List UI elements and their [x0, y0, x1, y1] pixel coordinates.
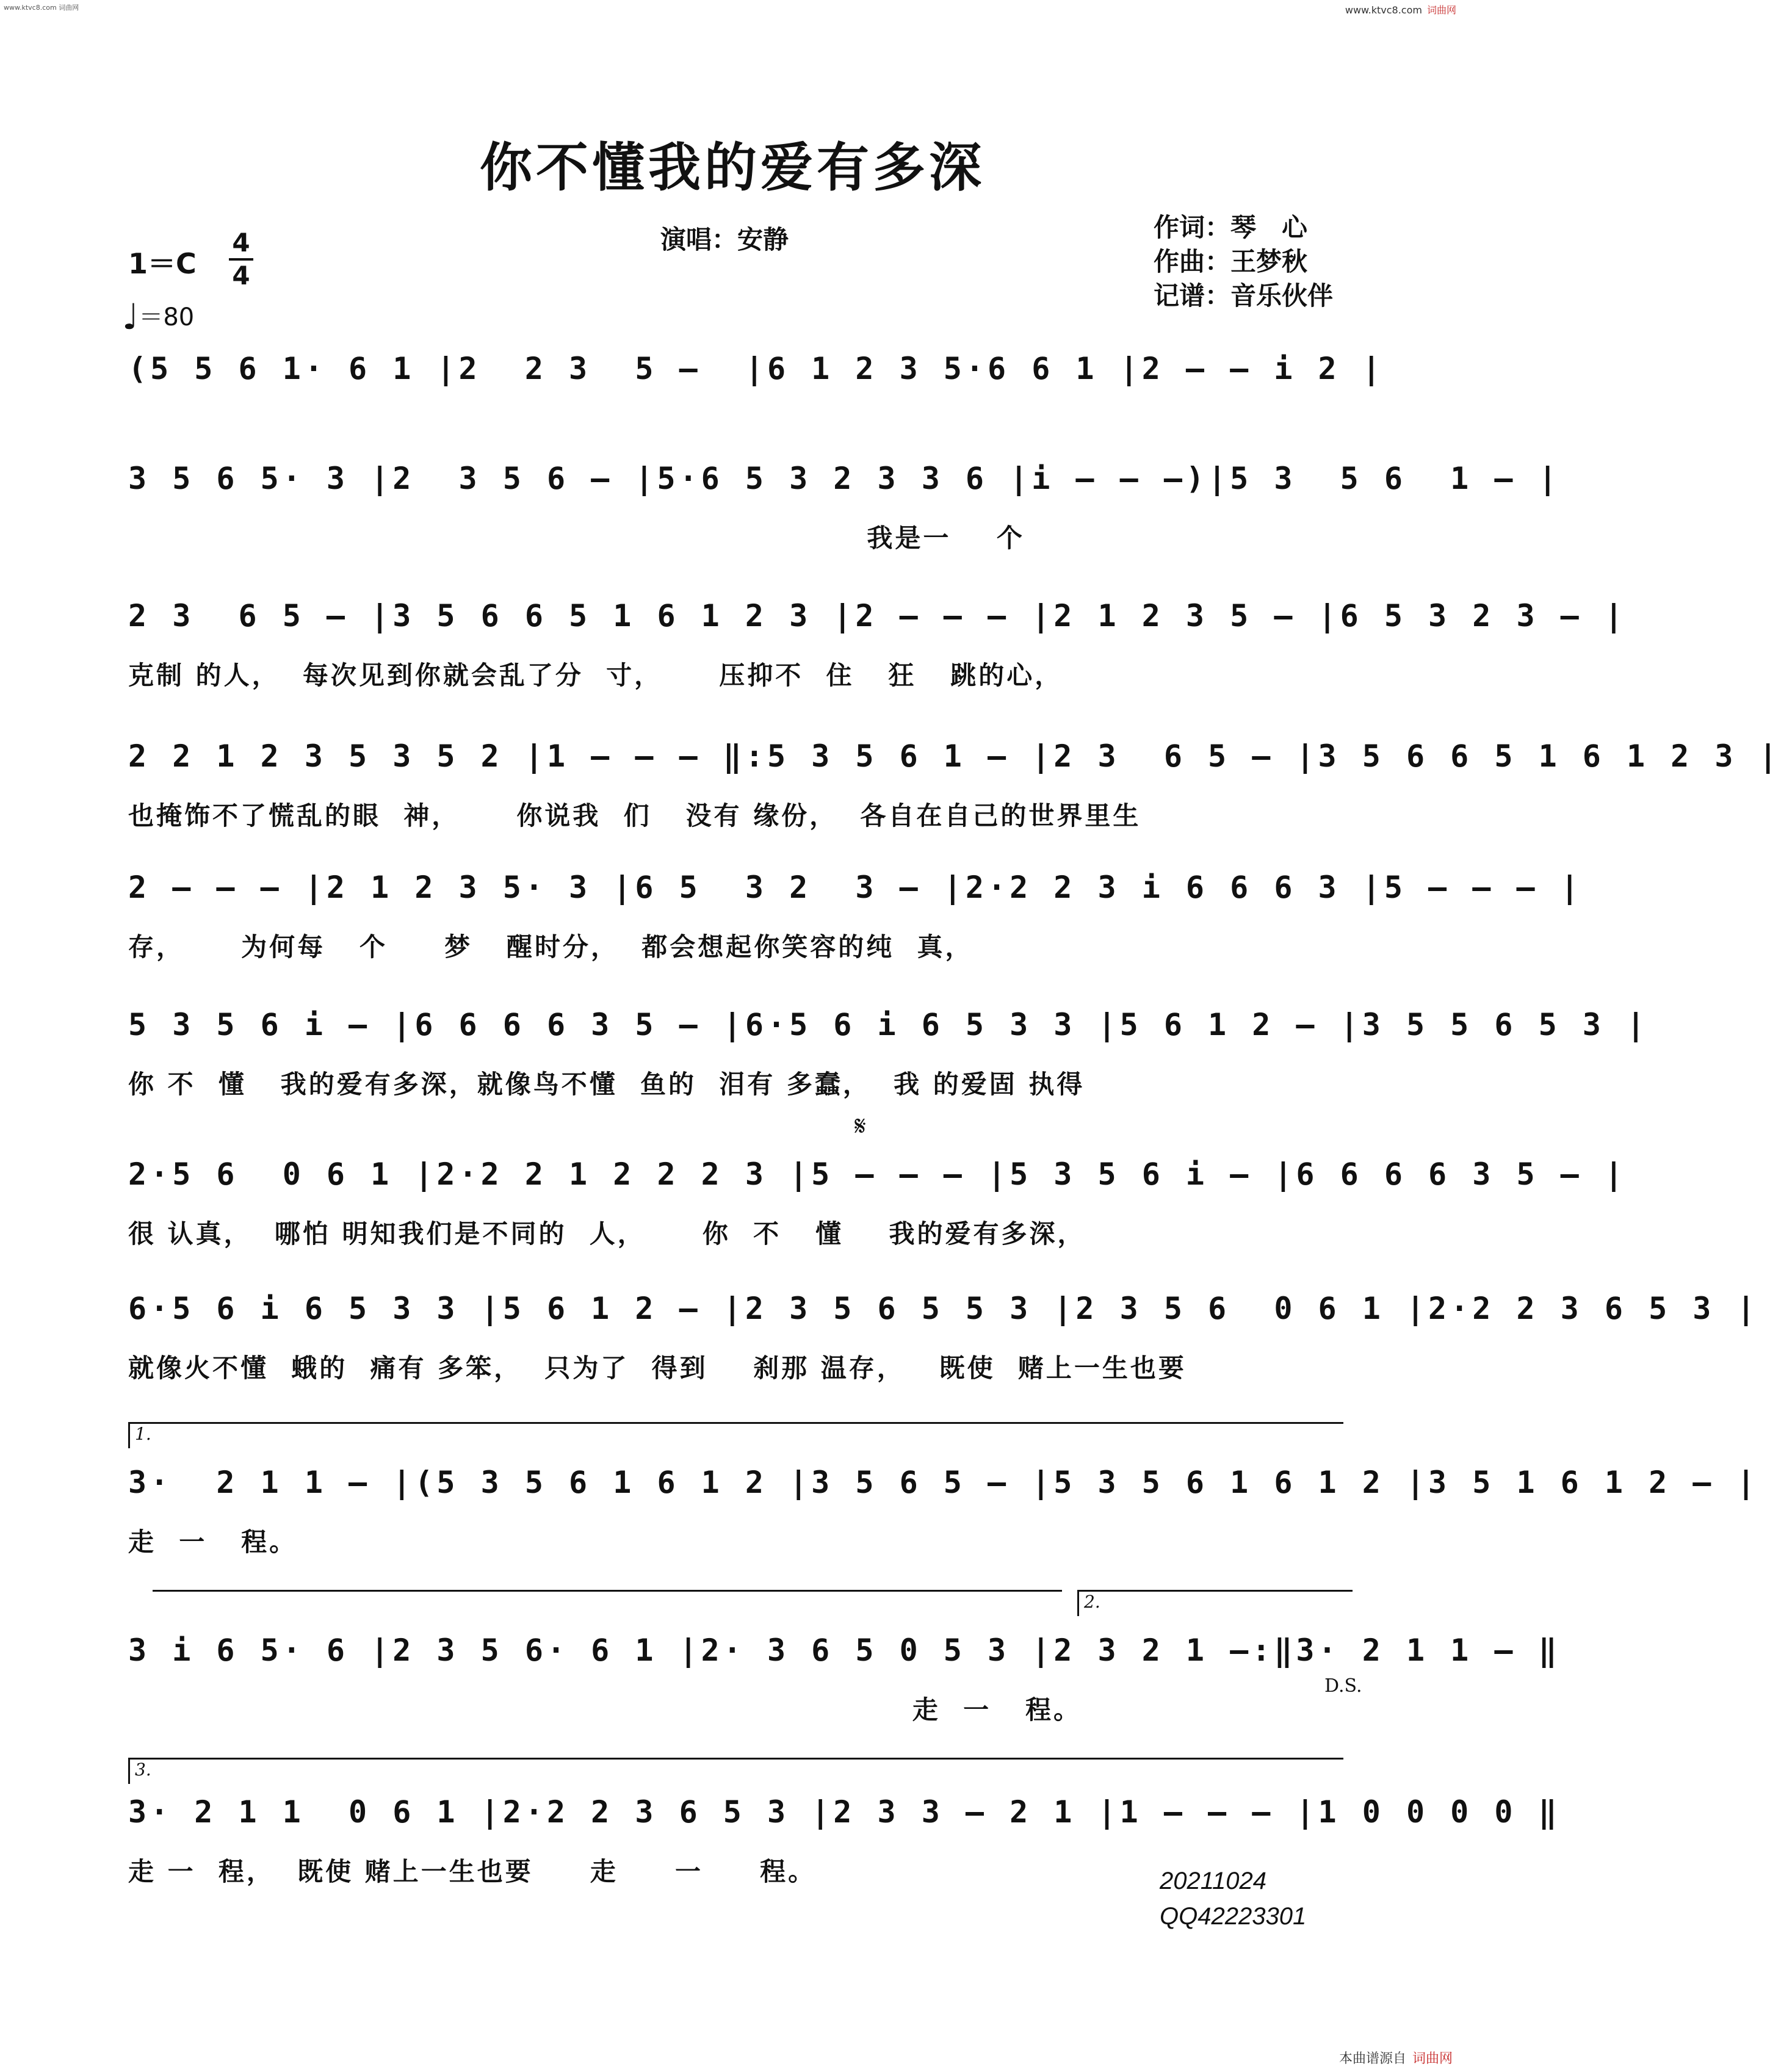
- segno-sign: 𝄋: [854, 1111, 866, 1142]
- meter-bottom: 4: [232, 261, 250, 291]
- notes: 2 2 1 2 3 5 3 5 2 |1 – – – ‖:5 3 5 6 1 – |2 3 6 5 – |3 5 6 6 5 1 6 1 2 3 |: [128, 738, 1781, 774]
- notes: 6·5 6 i 6 5 3 3 |5 6 1 2 – |2 3 5 6 5 5 3 |2 3 5 6 0 6 1 |2·2 2 3 6 5 3 |: [128, 1291, 1759, 1326]
- notes: 3 i 6 5· 6 |2 3 5 6· 6 1 |2· 3 6 5 0 5 3 |2 3 2 1 –:‖3· 2 1 1 – ‖: [128, 1633, 1561, 1668]
- lyrics: 走 一 程。: [128, 1695, 1082, 1725]
- lyrics: 克制 的人， 每次见到你就会乱了分 寸， 压抑不 住 狂 跳的心，: [128, 660, 1063, 690]
- lyrics: 你 不 懂 我的爱有多深，就像鸟不懂 鱼的 泪有 多蠢， 我 的爱固 执得: [128, 1069, 1085, 1099]
- lyrics: 很 认真， 哪怕 明知我们是不同的 人， 你 不 懂 我的爱有多深，: [128, 1219, 1086, 1249]
- transcriber-qq: QQ42223301: [1160, 1903, 1307, 1930]
- tempo-value: ＝80: [139, 303, 195, 331]
- singer-credit: 演唱：安静: [660, 225, 789, 254]
- site-name: 词曲网: [1426, 4, 1456, 16]
- transcriber-credit: 记谱：音乐伙伴: [1154, 281, 1334, 311]
- key-signature: 1＝C: [128, 247, 197, 280]
- lyrics: 我是一 个: [128, 523, 1025, 553]
- volta-2: 2.: [1077, 1590, 1353, 1616]
- notes: 3· 2 1 1 0 6 1 |2·2 2 3 6 5 3 |2 3 3 – 2 1 |1 – – – |1 0 0 0 0 ‖: [128, 1794, 1561, 1830]
- lyricist-credit: 作词：琴 心: [1154, 212, 1308, 242]
- notes: (5 5 6 1· 6 1 |2 2 3 5 – |6 1 2 3 5·6 6 1 |2 – – i 2 |: [128, 351, 1384, 386]
- volta-3: 3.: [128, 1758, 1343, 1784]
- site-watermark-small: www.ktvc8.com 词曲网: [4, 4, 79, 12]
- notes: 5 3 5 6 i – |6 6 6 6 3 5 – |6·5 6 i 6 5 3 3 |5 6 1 2 – |3 5 5 6 5 3 |: [128, 1007, 1649, 1042]
- lyrics: 也掩饰不了慌乱的眼 神， 你说我 们 没有 缘份， 各自在自己的世界里生: [128, 801, 1141, 831]
- volta-1-bracket: [153, 1590, 1062, 1610]
- meter-top: 4: [232, 228, 250, 258]
- transcription-date: 20211024: [1160, 1868, 1266, 1894]
- volta-1: 1.: [128, 1422, 1343, 1448]
- site-watermark: [1345, 2, 1456, 16]
- time-signature: [229, 229, 253, 290]
- lyrics: 走 一 程。: [128, 1527, 298, 1557]
- lyrics: 走 一 程， 既使 赌上一生也要 走 一 程。: [128, 1857, 817, 1886]
- notes: 2 – – – |2 1 2 3 5· 3 |6 5 3 2 3 – |2·2 2 3 i 6 6 6 3 |5 – – – |: [128, 870, 1583, 905]
- lyrics: 存， 为何每 个 梦 醒时分， 都会想起你笑容的纯 真，: [128, 932, 974, 962]
- composer-credit: 作曲：王梦秋: [1154, 247, 1308, 276]
- source-text: 本曲谱源自: [1338, 2051, 1406, 2067]
- tempo-marking: [122, 296, 195, 338]
- ds-marking: D.S.: [1324, 1675, 1362, 1697]
- quarter-note-icon: ♩: [122, 296, 139, 338]
- source-watermark: [1339, 2048, 1453, 2067]
- notes: 3 5 6 5· 3 |2 3 5 6 – |5·6 5 3 2 3 3 6 |i – – –)|5 3 5 6 1 – |: [128, 461, 1561, 496]
- notes: 2 3 6 5 – |3 5 6 6 5 1 6 1 2 3 |2 – – – |2 1 2 3 5 – |6 5 3 2 3 – |: [128, 598, 1627, 634]
- notes: 3· 2 1 1 – |(5 3 5 6 1 6 1 2 |3 5 6 5 – |5 3 5 6 1 6 1 2 |3 5 1 6 1 2 – |: [128, 1465, 1759, 1500]
- lyrics: 就像火不懂 蛾的 痛有 多笨， 只为了 得到 刹那 温存， 既使 赌上一生也要: [128, 1353, 1187, 1383]
- song-title: 你不懂我的爱有多深: [480, 137, 985, 198]
- source-brand: 词曲网: [1412, 2051, 1453, 2067]
- notes: 2·5 6 0 6 1 |2·2 2 1 2 2 2 3 |5 – – – |5 3 5 6 i – |6 6 6 6 3 5 – |: [128, 1157, 1627, 1192]
- site-url: www.ktvc8.com: [1345, 4, 1422, 16]
